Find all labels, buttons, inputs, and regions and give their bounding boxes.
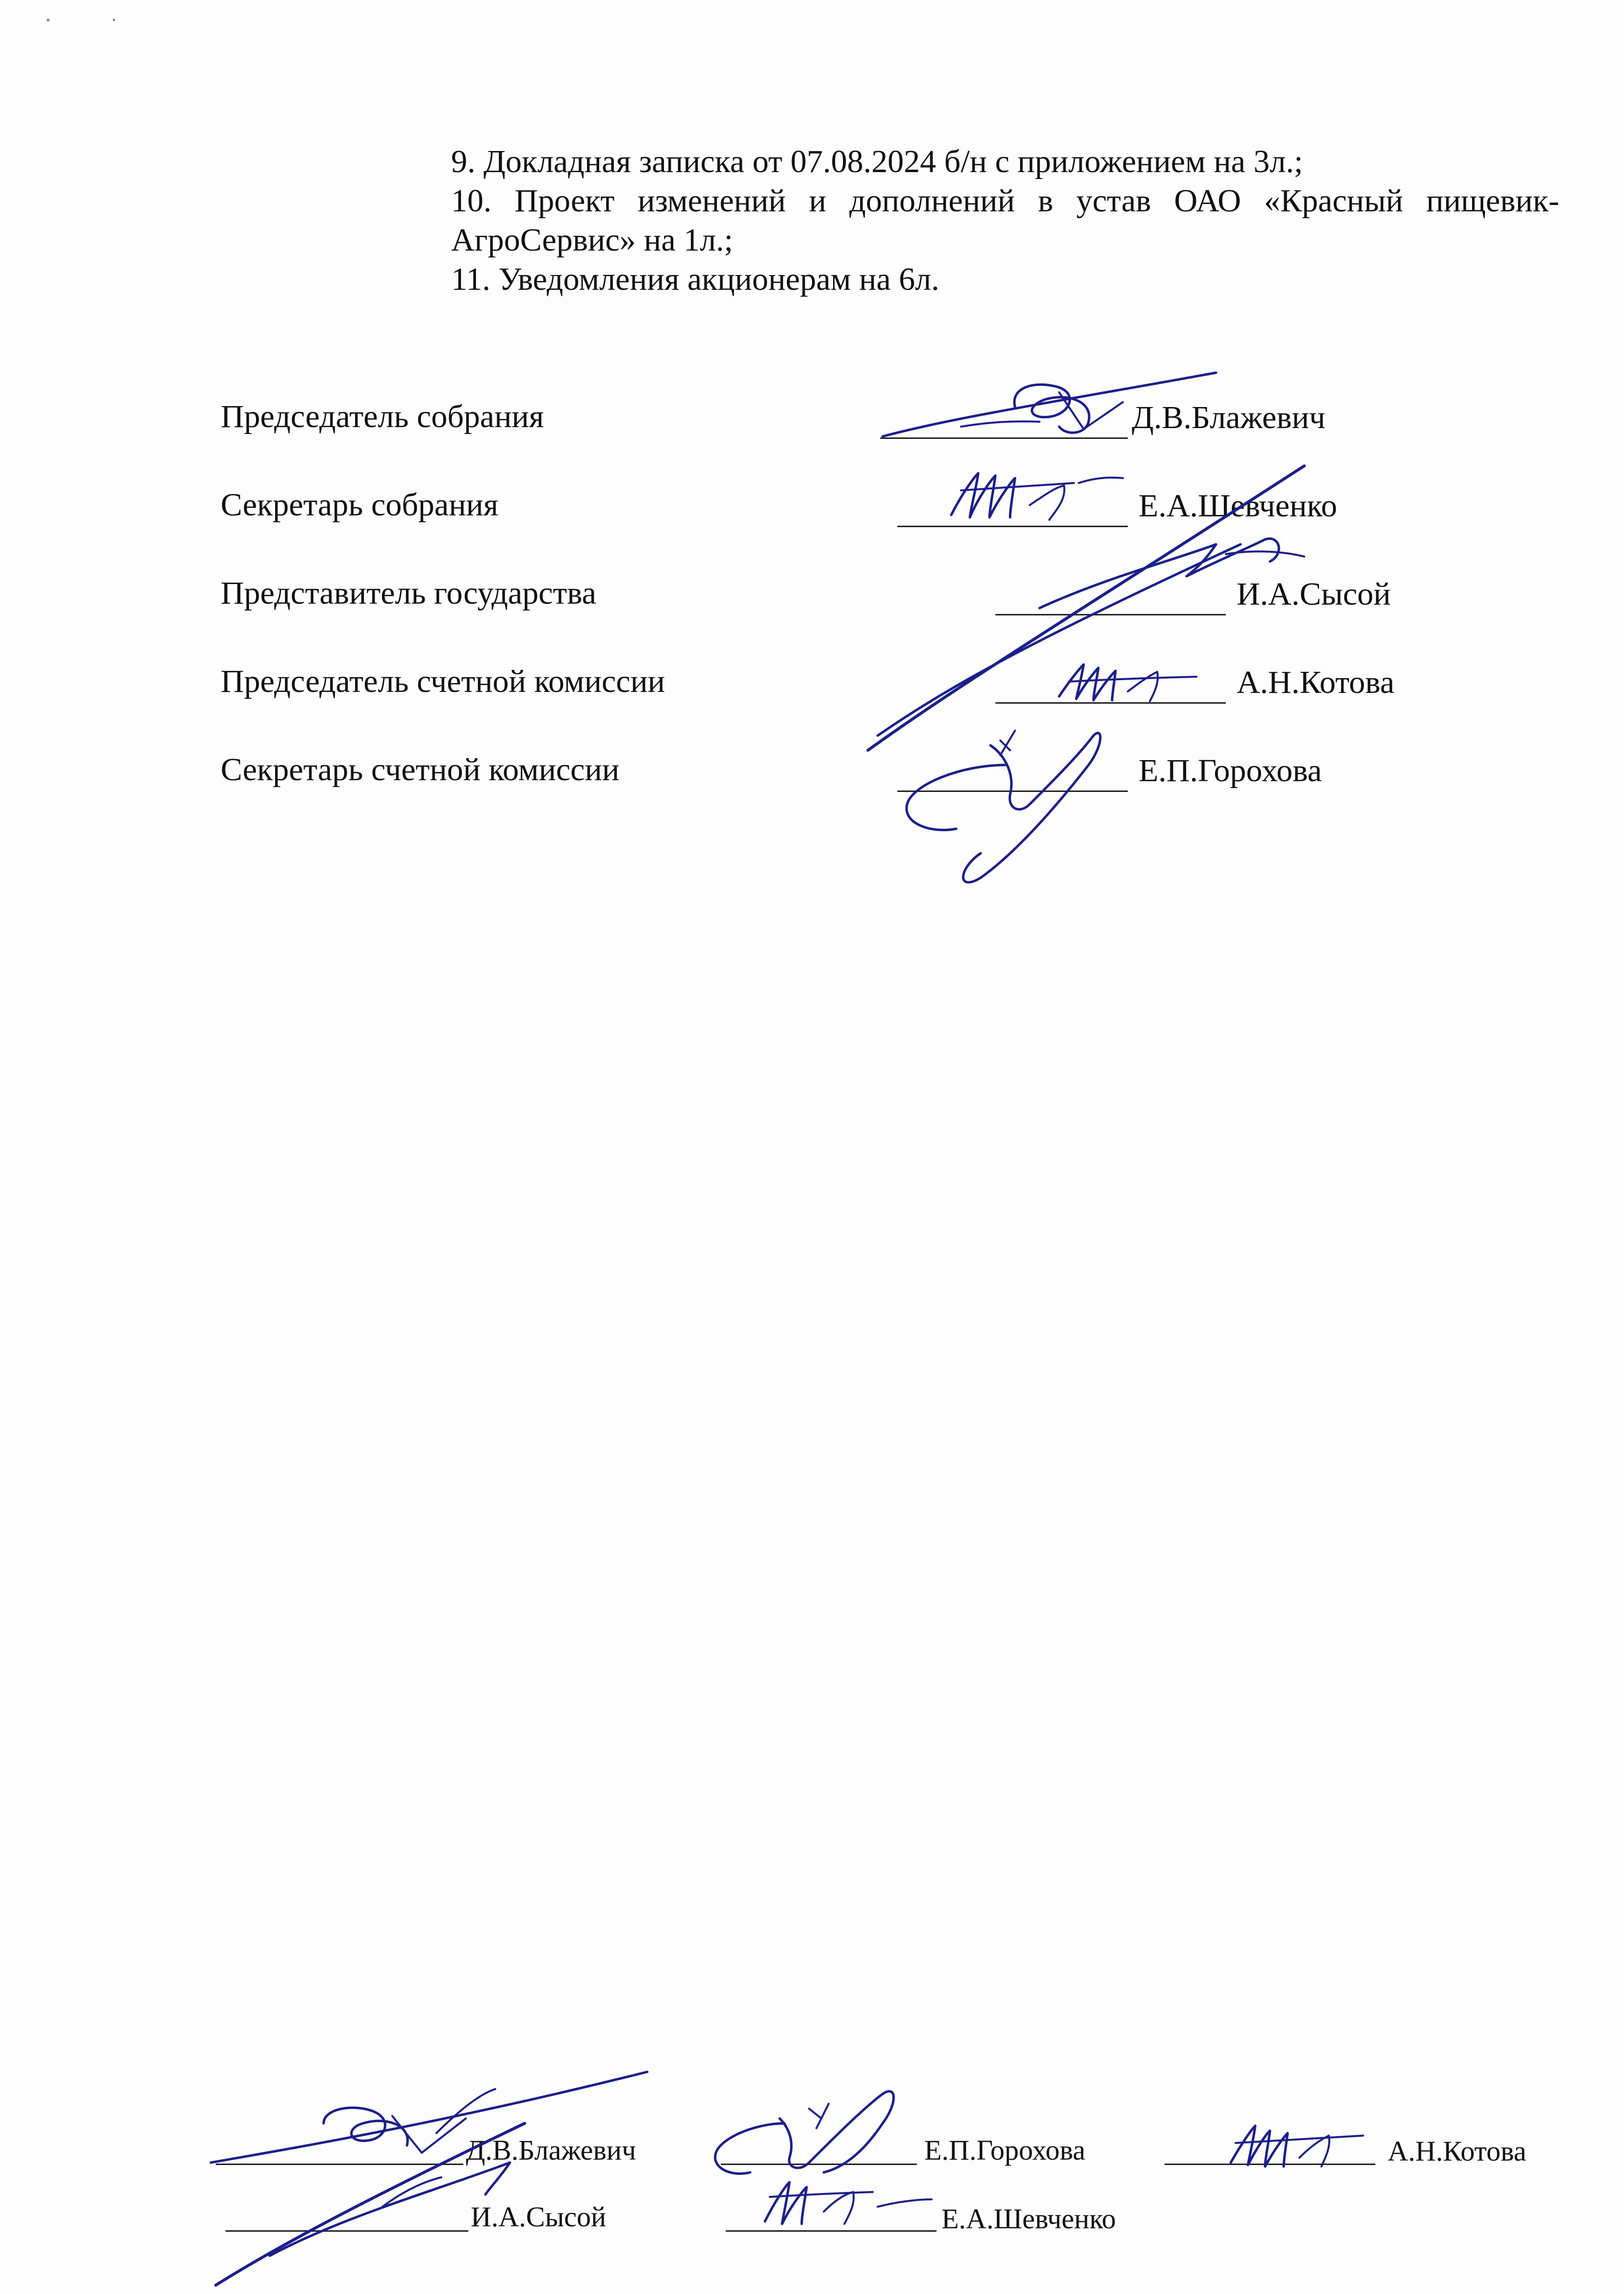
footer-signature-kotova [1231,2126,1363,2167]
signatory-role: Представитель государства [221,575,596,611]
signature-line [995,614,1226,615]
footer-signatory-name: Е.А.Шевченко [941,2203,1116,2235]
signatory-name: Е.А.Шевченко [1139,488,1338,524]
signatory-name: Е.П.Горохова [1139,753,1322,789]
signature-line [226,2230,468,2232]
signature-line [880,437,1128,439]
signatory-role: Секретарь счетной комиссии [221,752,620,788]
attachment-item-9: 9. Докладная записка от 07.08.2024 б/н с приложением на 3л.; [451,144,1303,179]
signature-block [0,0,1624,932]
attachment-item-11: 11. Уведомления акционерам на 6л. [451,261,939,297]
signature-line [995,702,1226,704]
attachment-item-10: 10. Проект изменений и дополнений в устав ОАО «Красный пищевик-АгроСервис» на 1л.; [451,183,1559,258]
signatory-name: А.Н.Котова [1237,664,1395,700]
signature-line [726,2230,937,2232]
signature-line [721,2164,917,2165]
signature-line [897,526,1128,527]
signature-line [216,2164,463,2165]
footer-signatory-name: Д.В.Блажевич [466,2134,636,2166]
signatory-role: Председатель счетной комиссии [221,663,665,699]
footer-signatory-name: Е.П.Горохова [924,2134,1086,2166]
footer-signature-shevchenko [765,2182,932,2224]
signatory-role: Председатель собрания [221,399,544,434]
footer-signature-gorokhova [715,2091,893,2174]
signatory-name: Д.В.Блажевич [1132,400,1326,435]
signatory-name: И.А.Сысой [1237,576,1391,612]
signatory-role: Секретарь собрания [221,487,499,523]
signature-line [1165,2164,1375,2165]
footer-signatory-name: А.Н.Котова [1388,2135,1526,2167]
footer-signatory-name: И.А.Сысой [471,2201,607,2233]
signature-line [897,790,1128,792]
